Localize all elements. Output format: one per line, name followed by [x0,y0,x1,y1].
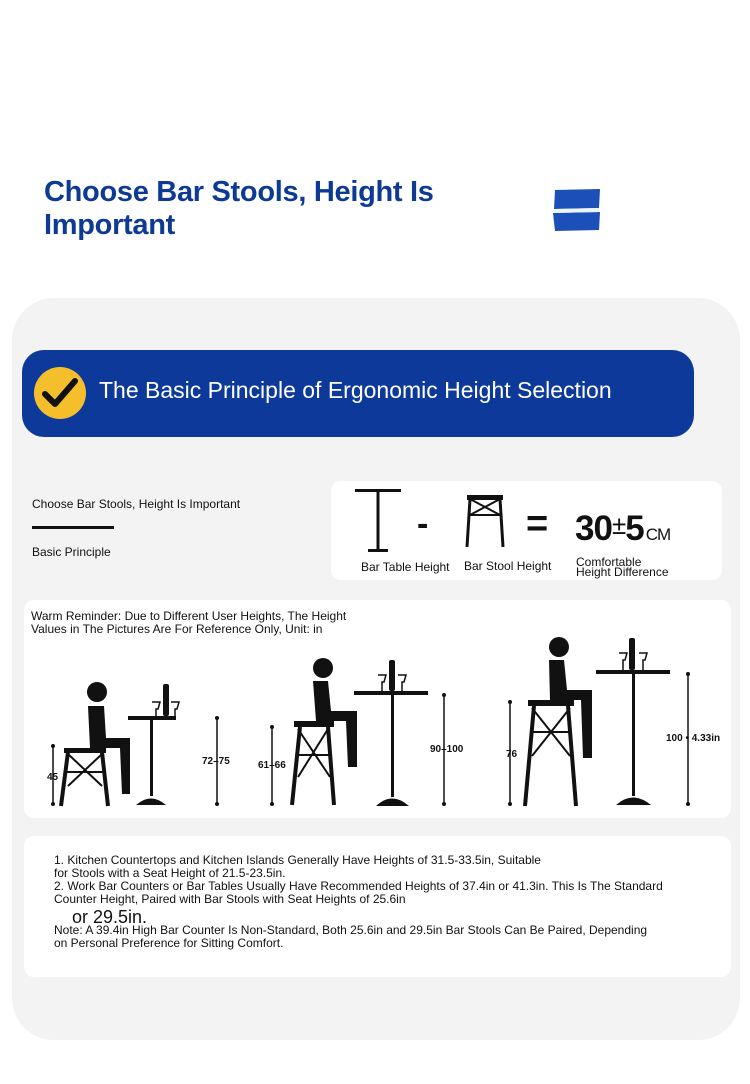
bar-stool-height-label: Bar Stool Height [464,559,552,573]
bar-stool-icon [464,493,506,549]
table-height-label: 100 • 4.33in [666,733,721,744]
check-badge [34,367,86,419]
principle-subtitle: Basic Principle [32,545,111,559]
blue-stripes-logo-icon [553,187,601,232]
table-height-label: 72–75 [202,756,230,767]
banner-heading: The Basic Principle of Ergonomic Height Selection [99,377,612,403]
note-overlay-text: or 29.5in. [72,907,148,927]
comfortable-difference-label: Comfortable Height Difference [576,555,669,579]
minus-sign: - [417,505,429,543]
seat-height-label: 76 [506,749,518,760]
scene-high-stool-illustration [500,632,700,812]
principle-divider [32,526,114,529]
equals-sign: = [526,503,549,545]
height-difference-value: 30±5 CM [575,509,671,548]
scene-low-stool-illustration [44,676,249,812]
seat-height-label: 45 [47,772,59,783]
table-height-label: 90–100 [430,744,464,755]
note-line: for Stools with a Seat Height of 21.5-23.5in. [54,866,286,880]
note-line: on Personal Preference for Sitting Comfort. [54,936,284,950]
principle-title: Choose Bar Stools, Height Is Important [32,497,241,511]
note-line: 1. Kitchen Countertops and Kitchen Islands Generally Have Heights of 31.5-33.5in, Suitable [54,853,541,867]
note-line: 2. Work Bar Counters or Bar Tables Usually Have Recommended Heights of 37.4in or 41.3in. This Is The Standard [54,879,663,893]
scene-mid-stool-illustration [264,655,464,812]
check-icon [42,377,78,409]
bar-table-icon [353,487,403,555]
seat-height-label: 61–66 [258,760,286,771]
note-line: Note: A 39.4in High Bar Counter Is Non-Standard, Both 25.6in and 29.5in Bar Stools Can Be Paired, Depending [54,923,648,937]
note-line: Counter Height, Paired with Bar Stools with Seat Heights of 25.6in [54,892,406,906]
page-title: Choose Bar Stools, Height Is Important [44,176,434,241]
warm-reminder: Warm Reminder: Due to Different User Heights, The Height Values in The Pictures Are For Reference Only, Unit: in [31,609,347,636]
bar-table-height-label: Bar Table Height [361,560,450,574]
